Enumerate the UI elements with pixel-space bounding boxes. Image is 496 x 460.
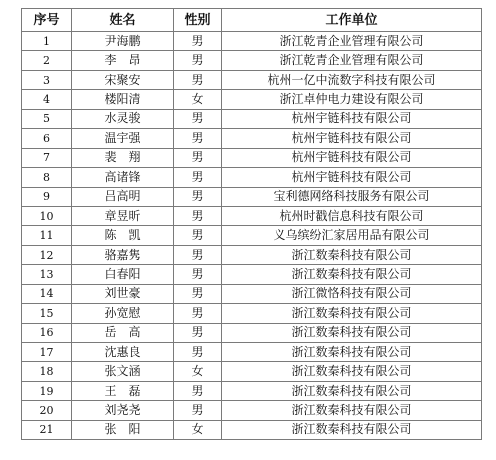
cell-gender: 男 — [174, 129, 222, 148]
cell-gender: 女 — [174, 420, 222, 439]
header-no: 序号 — [22, 9, 72, 32]
cell-name: 刘尧尧 — [72, 401, 174, 420]
cell-no: 12 — [22, 245, 72, 264]
table-row — [22, 168, 482, 187]
cell-name: 刘世豪 — [72, 284, 174, 303]
table-row — [22, 381, 482, 400]
cell-org: 浙江乾青企业管理有限公司 — [222, 32, 482, 51]
table-row — [22, 90, 482, 109]
cell-name: 宋聚安 — [72, 70, 174, 89]
cell-name: 白春阳 — [72, 265, 174, 284]
table-row — [22, 187, 482, 206]
cell-org: 杭州宇链科技有限公司 — [222, 129, 482, 148]
table-row — [22, 284, 482, 303]
cell-name: 王 磊 — [72, 381, 174, 400]
cell-no: 6 — [22, 129, 72, 148]
cell-org: 浙江数秦科技有限公司 — [222, 304, 482, 323]
cell-org: 浙江数秦科技有限公司 — [222, 401, 482, 420]
cell-name: 张文涵 — [72, 362, 174, 381]
cell-gender: 男 — [174, 381, 222, 400]
cell-no: 18 — [22, 362, 72, 381]
cell-gender: 男 — [174, 148, 222, 167]
cell-name: 沈惠良 — [72, 343, 174, 362]
roster-container — [21, 8, 482, 440]
cell-org: 浙江数秦科技有限公司 — [222, 420, 482, 439]
cell-gender: 男 — [174, 245, 222, 264]
cell-gender: 男 — [174, 206, 222, 225]
table-row — [22, 32, 482, 51]
cell-gender: 女 — [174, 362, 222, 381]
cell-no: 16 — [22, 323, 72, 342]
cell-no: 14 — [22, 284, 72, 303]
cell-name: 岳 高 — [72, 323, 174, 342]
cell-no: 20 — [22, 401, 72, 420]
cell-no: 10 — [22, 206, 72, 225]
cell-no: 1 — [22, 32, 72, 51]
cell-gender: 男 — [174, 265, 222, 284]
table-row — [22, 109, 482, 128]
cell-no: 19 — [22, 381, 72, 400]
table-header — [22, 9, 482, 32]
cell-gender: 女 — [174, 90, 222, 109]
cell-gender: 男 — [174, 323, 222, 342]
cell-gender: 男 — [174, 401, 222, 420]
table-row — [22, 206, 482, 225]
cell-org: 杭州一亿中流数字科技有限公司 — [222, 70, 482, 89]
cell-no: 11 — [22, 226, 72, 245]
cell-name: 章昱昕 — [72, 206, 174, 225]
table-row — [22, 401, 482, 420]
cell-name: 水灵骏 — [72, 109, 174, 128]
cell-gender: 男 — [174, 70, 222, 89]
table-row — [22, 323, 482, 342]
cell-name: 陈 凯 — [72, 226, 174, 245]
cell-gender: 男 — [174, 284, 222, 303]
cell-org: 浙江乾青企业管理有限公司 — [222, 51, 482, 70]
cell-no: 4 — [22, 90, 72, 109]
cell-no: 21 — [22, 420, 72, 439]
cell-name: 孙宽慰 — [72, 304, 174, 323]
cell-gender: 男 — [174, 168, 222, 187]
table-row — [22, 148, 482, 167]
cell-name: 温宇强 — [72, 129, 174, 148]
roster-table — [21, 8, 482, 440]
table-row — [22, 420, 482, 439]
cell-gender: 男 — [174, 51, 222, 70]
cell-no: 9 — [22, 187, 72, 206]
header-gender: 性别 — [174, 9, 222, 32]
cell-name: 高诸锋 — [72, 168, 174, 187]
cell-name: 吕高明 — [72, 187, 174, 206]
cell-org: 宝利德网络科技服务有限公司 — [222, 187, 482, 206]
cell-org: 浙江数秦科技有限公司 — [222, 362, 482, 381]
table-row — [22, 129, 482, 148]
cell-org: 杭州宇链科技有限公司 — [222, 109, 482, 128]
table-row — [22, 70, 482, 89]
cell-no: 2 — [22, 51, 72, 70]
table-row — [22, 265, 482, 284]
cell-org: 浙江微恪科技有限公司 — [222, 284, 482, 303]
header-org: 工作单位 — [222, 9, 482, 32]
table-row — [22, 51, 482, 70]
cell-name: 裴 翔 — [72, 148, 174, 167]
cell-no: 13 — [22, 265, 72, 284]
cell-gender: 男 — [174, 226, 222, 245]
cell-no: 17 — [22, 343, 72, 362]
cell-no: 15 — [22, 304, 72, 323]
cell-gender: 男 — [174, 187, 222, 206]
cell-no: 5 — [22, 109, 72, 128]
table-row — [22, 362, 482, 381]
cell-no: 8 — [22, 168, 72, 187]
cell-name: 楼阳清 — [72, 90, 174, 109]
cell-name: 李 昂 — [72, 51, 174, 70]
cell-org: 浙江数秦科技有限公司 — [222, 343, 482, 362]
table-row — [22, 304, 482, 323]
cell-org: 浙江卓仲电力建设有限公司 — [222, 90, 482, 109]
table-row — [22, 245, 482, 264]
cell-org: 浙江数秦科技有限公司 — [222, 323, 482, 342]
cell-org: 浙江数秦科技有限公司 — [222, 245, 482, 264]
cell-name: 尹海鹏 — [72, 32, 174, 51]
cell-no: 3 — [22, 70, 72, 89]
cell-org: 浙江数秦科技有限公司 — [222, 381, 482, 400]
cell-org: 杭州宇链科技有限公司 — [222, 168, 482, 187]
cell-no: 7 — [22, 148, 72, 167]
cell-org: 浙江数秦科技有限公司 — [222, 265, 482, 284]
cell-gender: 男 — [174, 304, 222, 323]
cell-org: 杭州时戳信息科技有限公司 — [222, 206, 482, 225]
table-row — [22, 226, 482, 245]
cell-name: 张 阳 — [72, 420, 174, 439]
header-name: 姓名 — [72, 9, 174, 32]
cell-gender: 男 — [174, 32, 222, 51]
cell-gender: 男 — [174, 343, 222, 362]
cell-gender: 男 — [174, 109, 222, 128]
table-body — [22, 32, 482, 440]
cell-org: 杭州宇链科技有限公司 — [222, 148, 482, 167]
header-row — [22, 9, 482, 32]
cell-name: 骆嘉隽 — [72, 245, 174, 264]
table-row — [22, 343, 482, 362]
cell-org: 义乌缤纷汇家居用品有限公司 — [222, 226, 482, 245]
